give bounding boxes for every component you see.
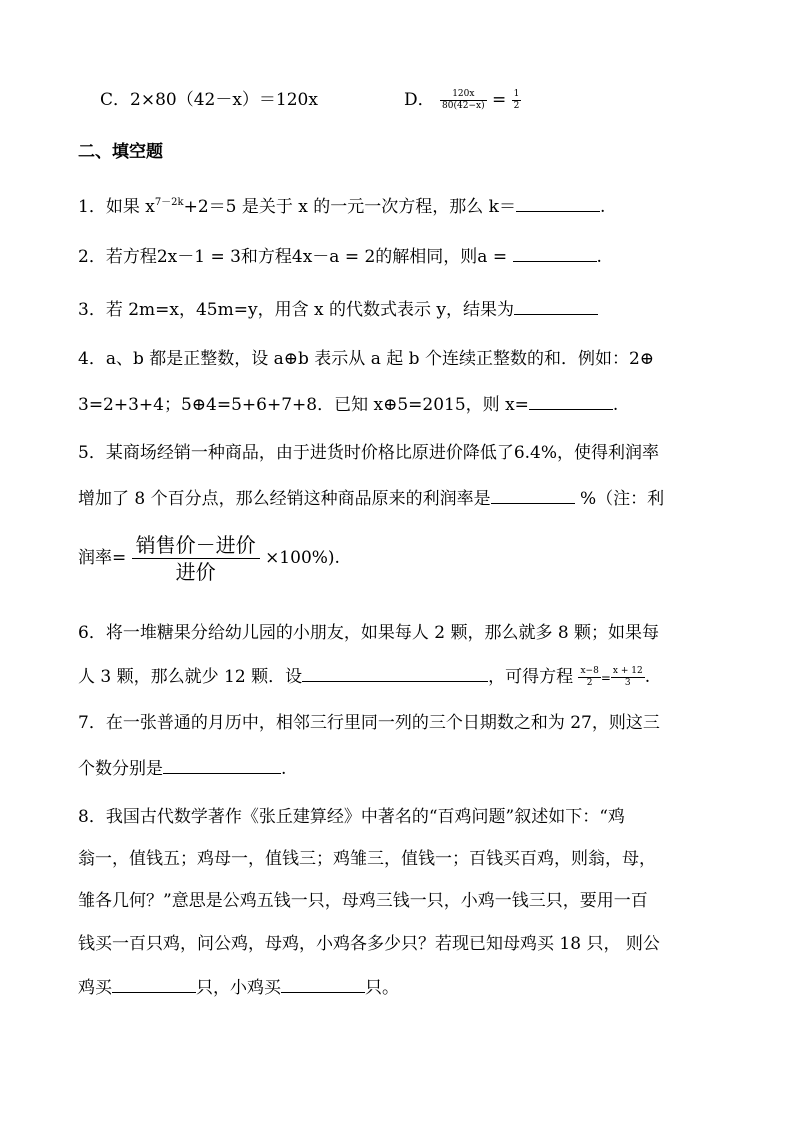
option-c: C．2×80（42－x）＝120x <box>100 90 318 110</box>
q1-pre: 1．如果 x <box>78 197 155 217</box>
q6-eq: = <box>600 671 611 685</box>
q8-rooster-blank[interactable] <box>112 974 196 993</box>
profit-rate-den: 进价 <box>175 560 216 584</box>
q5-l3-end: ×100%). <box>265 548 340 568</box>
q6-end: . <box>644 667 651 687</box>
option-d-frac-den: 80(42−x) <box>442 101 485 111</box>
q6-fraction-left <box>578 666 600 689</box>
profit-rate-num: 销售价－进价 <box>132 532 260 559</box>
question-8-line-4: 钱买一百只鸡，问公鸡，母鸡，小鸡各多少只？若现已知母鸡买 18 只， 则公 <box>78 934 660 954</box>
question-5-line-3 <box>78 528 340 588</box>
question-6-line-2 <box>78 663 650 690</box>
q5-l3-pre: 润率= <box>78 548 127 568</box>
option-d <box>404 88 521 112</box>
question-8-line-5 <box>78 974 399 1000</box>
q7-end: . <box>281 759 287 779</box>
option-d-eq: = <box>492 90 507 110</box>
q6-f2-num: x + 12 <box>612 666 643 676</box>
q2-answer-blank[interactable] <box>513 243 597 262</box>
q6-answer-blank[interactable] <box>302 663 488 682</box>
q8-mid: 只，小鸡买 <box>196 978 281 998</box>
q5-answer-blank[interactable] <box>491 485 575 504</box>
q6-f2-den: 3 <box>624 678 631 688</box>
q6-pre: 人 3 颗，那么就少 12 颗．设 <box>78 667 303 687</box>
question-5-line-2 <box>78 485 664 511</box>
option-d-label: D． <box>404 90 435 110</box>
question-1 <box>78 191 605 219</box>
question-4-line-1: 4．a、b 都是正整数，设 a⊕b 表示从 a 起 b 个连续正整数的和．例如：2⊕ <box>78 349 654 369</box>
q5-end: %（注：利 <box>574 489 665 509</box>
q6-f1-num: x−8 <box>580 666 599 676</box>
q3-pre: 3．若 2m=x，45m=y，用含 x 的代数式表示 y，结果为 <box>78 300 514 320</box>
question-7-line-2 <box>78 755 286 781</box>
q4-pre: 3=2+3+4；5⊕4=5+6+7+8．已知 x⊕5=2015，则 x= <box>78 395 529 415</box>
option-d-fraction <box>440 89 487 112</box>
q2-pre: 2．若方程2x－1 = 3和方程4x－a = 2的解相同，则a = <box>78 247 513 267</box>
q7-answer-blank[interactable] <box>163 755 281 774</box>
q1-exponent: 7－2k <box>154 197 184 208</box>
q6-f1-den: 2 <box>586 678 593 688</box>
section-title: 二、填空题 <box>78 142 163 162</box>
option-d-rhs-den: 2 <box>513 101 520 111</box>
q4-answer-blank[interactable] <box>529 391 613 410</box>
question-7-line-1: 7．在一张普通的月历中，相邻三行里同一列的三个日期数之和为 27，则这三 <box>78 713 660 733</box>
question-2 <box>78 243 602 269</box>
q5-pre: 增加了 8 个百分点，那么经销这种商品原来的利润率是 <box>78 489 491 509</box>
question-8-line-3: 雏各几何？”意思是公鸡五钱一只，母鸡三钱一只，小鸡一钱三只，要用一百 <box>78 891 648 911</box>
question-8-line-2: 翁一，值钱五；鸡母一，值钱三；鸡雏三，值钱一；百钱买百鸡，则翁，母， <box>78 849 656 869</box>
q4-end: . <box>612 395 619 415</box>
option-d-frac-num: 120x <box>440 89 487 101</box>
q3-answer-blank[interactable] <box>514 296 598 315</box>
q1-end: . <box>600 197 606 217</box>
question-8-line-1: 8．我国古代数学著作《张丘建算经》中著名的“百鸡问题”叙述如下：“鸡 <box>78 807 625 827</box>
q6-mid: ，可得方程 <box>488 667 579 687</box>
option-d-rhs-num: 1 <box>513 89 520 99</box>
question-5-line-1: 5．某商场经销一种商品，由于进货时价格比原进价降低了6.4%，使得利润率 <box>78 443 660 463</box>
q2-end: . <box>596 247 602 267</box>
q1-mid: +2＝5 是关于 x 的一元一次方程，那么 k＝ <box>183 197 516 217</box>
profit-rate-fraction <box>132 532 260 585</box>
q8-pre: 鸡买 <box>78 978 112 998</box>
q1-answer-blank[interactable] <box>516 193 600 212</box>
question-6-line-1: 6．将一堆糖果分给幼儿园的小朋友，如果每人 2 颗，那么就多 8 颗；如果每 <box>78 623 660 643</box>
option-d-rhs <box>512 89 522 112</box>
q7-pre: 个数分别是 <box>78 759 163 779</box>
q8-chick-blank[interactable] <box>281 974 365 993</box>
q8-end: 只。 <box>365 978 399 998</box>
q6-fraction-right <box>611 666 645 689</box>
question-3 <box>78 296 598 322</box>
question-4-line-2 <box>78 391 618 417</box>
